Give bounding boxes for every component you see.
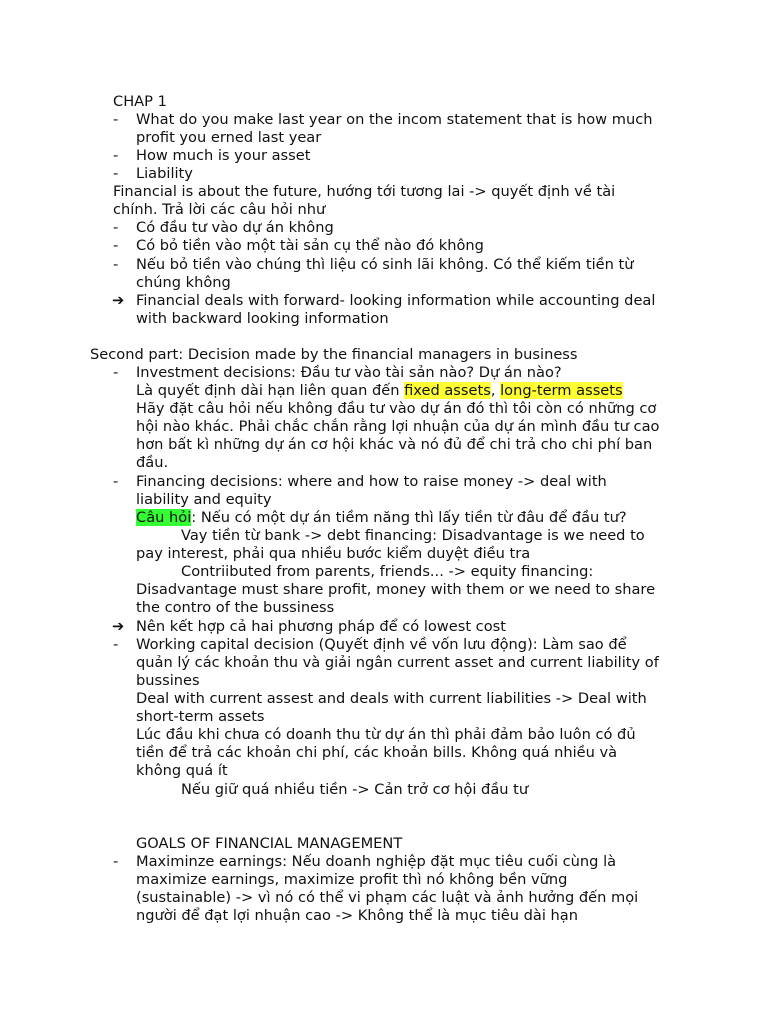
bullet-profit-line-2: chúng không [136,274,231,291]
financing-decisions-line-7: Disadvantage must share profit, money with them or we need to share [136,581,656,598]
fd-question-text: : Nếu có một dự án tiềm năng thì lấy tiền từ đâu để đầu tư? [191,509,627,526]
bullet-profit-line-1: Nếu bỏ tiền vào chúng thì liệu có sinh lãi không. Có thể kiếm tiền từ [136,256,634,273]
investment-decisions-line-4: hội nào khác. Phải chắc chắn rằng lợi nhuận của dự án mình đầu tư cao [136,418,660,435]
working-capital-line-7: tiền để trả các khoản chi phí, các khoản bills. Không quá nhiều và [136,744,618,761]
list-dash-marker: - [113,256,119,273]
goals-heading: GOALS OF FINANCIAL MANAGEMENT [136,835,403,852]
highlight-long-term-assets: long-term assets [500,382,623,399]
bullet-specific-asset: Có bỏ tiền vào một tài sản cụ thể nào đó không [136,237,484,254]
goal-1-line-2: maximize earnings, maximize profit thì nó không bền vững [136,871,568,888]
working-capital-line-5: short-term assets [136,708,265,725]
arrow-bullet-icon: ➔ [112,292,125,309]
second-part-heading: Second part: Decision made by the financial managers in business [90,346,578,363]
goal-1-line-3: (sustainable) -> vì nó có thể vi phạm các luật và ảnh hưởng đến mọi [136,889,639,906]
financing-decisions-line-5: pay interest, phải qua nhiều bước kiểm duyệt điều tra [136,545,531,562]
working-capital-line-6: Lúc đầu khi chưa có doanh thu từ dự án thì phải đảm bảo luôn có đủ [136,726,636,743]
financial-intro-line-2: chính. Trả lời các câu hỏi như [113,201,326,218]
goal-1-line-4: người để đạt lợi nhuận cao -> Không thể là mục tiêu dài hạn [136,907,578,924]
inv-text: Là quyết định dài hạn liên quan đến [136,382,405,399]
goal-1-line-1: Maximinze earnings: Nếu doanh nghiệp đặt mục tiêu cuối cùng là [136,853,617,870]
list-dash-marker: - [113,364,119,381]
list-dash-marker: - [113,147,119,164]
list-dash-marker: - [113,473,119,490]
list-dash-marker: - [113,636,119,653]
bullet-invest-project: Có đầu tư vào dự án không [136,219,334,236]
working-capital-line-1: Working capital decision (Quyết định về vốn lưu động): Làm sao để [136,636,627,653]
question-2: How much is your asset [136,147,311,164]
question-3: Liability [136,165,193,182]
financing-decisions-line-8: the contro of the bussiness [136,599,335,616]
list-dash-marker: - [113,219,119,236]
list-dash-marker: - [113,165,119,182]
financial-intro-line-1: Financial is about the future, hướng tới tương lai -> quyết định về tài [113,183,616,200]
forward-looking-line-1: Financial deals with forward- looking information while accounting deal [136,292,656,309]
list-dash-marker: - [113,111,119,128]
financing-decisions-line-2: liability and equity [136,491,272,508]
financing-decisions-line-6: Contriibuted from parents, friends... -> equity financing: [181,563,594,580]
working-capital-line-4: Deal with current assest and deals with current liabilities -> Deal with [136,690,647,707]
question-1-line-1: What do you make last year on the incom statement that is how much [136,111,653,128]
investment-decisions-line-5: hơn bất kì những dự án cơ hội khác và nó đủ để chi trả cho chi phí ban [136,436,653,453]
chapter-heading: CHAP 1 [113,93,167,110]
forward-looking-line-2: with backward looking information [136,310,389,327]
highlight-fixed-assets: fixed assets [404,382,491,399]
question-1-line-2: profit you erned last year [136,129,322,146]
financing-decisions-line-1: Financing decisions: where and how to raise money -> deal with [136,473,607,490]
highlight-cau-hoi: Câu hỏi [136,509,192,526]
list-dash-marker: - [113,237,119,254]
investment-decisions-line-2 [136,382,623,400]
financing-decisions-line-4: Vay tiền từ bank -> debt financing: Disadvantage is we need to [181,527,645,544]
investment-decisions-line-1: Investment decisions: Đầu tư vào tài sản nào? Dự án nào? [136,364,562,381]
combine-methods-line: Nên kết hợp cả hai phương pháp để có lowest cost [136,618,506,635]
investment-decisions-line-6: đầu. [136,454,169,471]
financing-decisions-line-3 [136,509,627,527]
arrow-bullet-icon: ➔ [112,618,125,635]
working-capital-line-8: không quá ít [136,762,228,779]
list-dash-marker: - [113,853,119,870]
inv-separator: , [490,382,501,399]
working-capital-line-9: Nếu giữ quá nhiều tiền -> Cản trở cơ hội đầu tư [181,781,529,798]
working-capital-line-3: bussines [136,672,200,689]
investment-decisions-line-3: Hãy đặt câu hỏi nếu không đầu tư vào dự án đó thì tôi còn có những cơ [136,400,657,417]
working-capital-line-2: quản lý các khoản thu và giải ngân current asset and current liability of [136,654,659,671]
